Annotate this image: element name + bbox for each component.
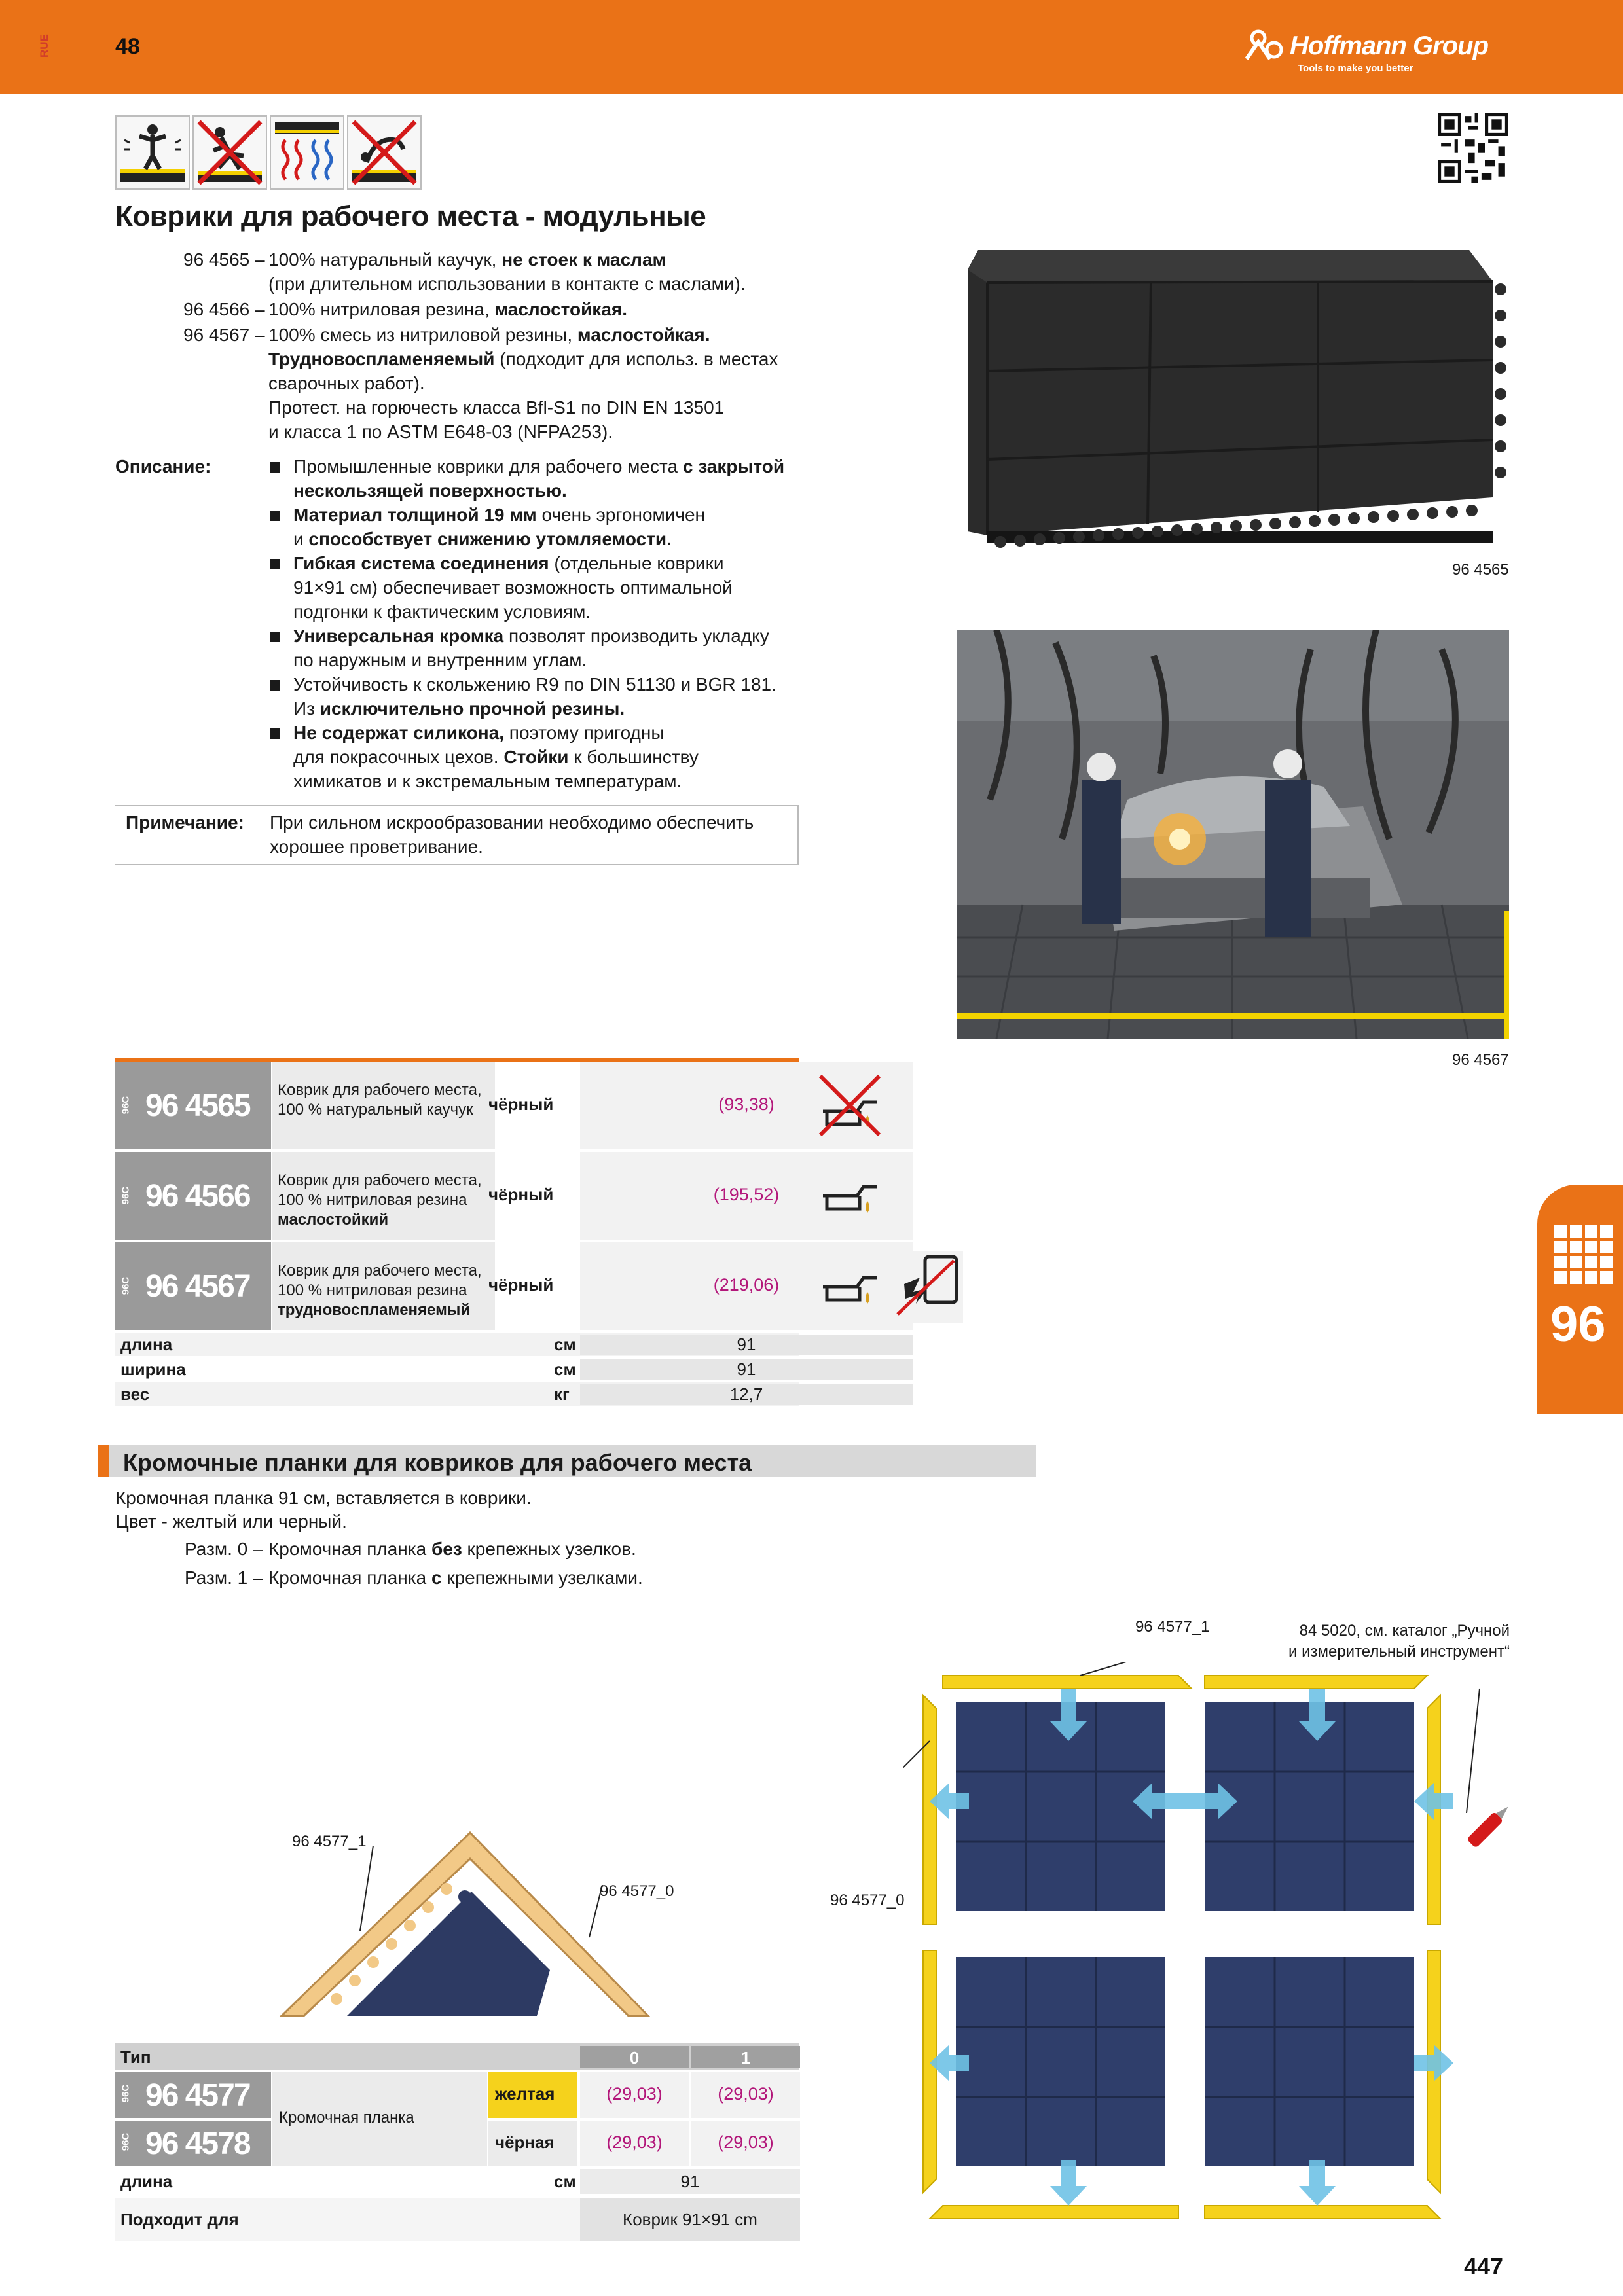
- strip-price: (29,03): [691, 2121, 800, 2166]
- variant-line: (при длительном использовании в контакте с маслами).: [268, 274, 746, 294]
- spec-unit: кг: [554, 1384, 570, 1404]
- spec-label: ширина: [120, 1359, 186, 1379]
- factory-photo: [957, 630, 1509, 1039]
- product-desc-line: Коврик для рабочего места,: [278, 1172, 482, 1189]
- variant-line: и класса 1 по ASTM E648-03 (NFPA253).: [268, 422, 613, 442]
- hoffmann-logo-icon: [1244, 29, 1287, 62]
- article-prefix: 96C: [120, 2084, 132, 2103]
- strip-color: чёрная: [488, 2121, 577, 2166]
- variant-code: 96 4567 –: [183, 325, 265, 345]
- bullet-line: по наружным и внутренним углам.: [293, 650, 587, 670]
- factory-image-caption: 96 4567: [1452, 1051, 1509, 1069]
- strip-price: (29,03): [580, 2072, 689, 2118]
- section2-title: Кромочные планки для ковриков для рабочего места: [123, 1449, 752, 1476]
- corner-label-0: 96 4577_0: [600, 1882, 674, 1900]
- bullet-marker: [270, 559, 280, 569]
- page-title: Коврики для рабочего места - модульные: [115, 200, 706, 232]
- qr-code-icon[interactable]: [1438, 113, 1508, 183]
- size-code: Разм. 1 –: [185, 1568, 263, 1588]
- variant-line: Протест. на горючесть класса Bfl-S1 по DIN EN 13501: [268, 397, 725, 418]
- brand-logo: [1244, 25, 1519, 77]
- type-label: Тип: [120, 2047, 151, 2067]
- section2-accent: [98, 1445, 109, 1477]
- section2-heading-bar: [98, 1445, 1036, 1477]
- length-unit: см: [554, 2172, 576, 2191]
- article-number[interactable]: 96 4578: [145, 2126, 250, 2161]
- fits-value: Коврик 91×91 cm: [580, 2198, 800, 2241]
- bullet-marker: [270, 728, 280, 739]
- strip-item-label: Кромочная планка: [279, 2109, 414, 2126]
- bullet-line: химикатов и к экстремальным температурам.: [293, 771, 682, 791]
- variant-code: 96 4565 –: [183, 249, 265, 270]
- corner-label-1: 96 4577_1: [292, 1833, 367, 1850]
- grid-mat-icon: [1554, 1225, 1613, 1284]
- size-code: Разм. 0 –: [185, 1539, 263, 1559]
- no-fatigue-icon: [347, 115, 422, 190]
- variant-line: 100% смесь из нитриловой резины, маслостойкая.: [268, 325, 710, 345]
- product-desc-line: 100 % нитриловая резина: [278, 1191, 467, 1209]
- product-color: чёрный: [488, 1275, 554, 1295]
- spec-label: вес: [120, 1384, 150, 1404]
- section-tab-96[interactable]: [1537, 1185, 1623, 1414]
- article-number[interactable]: 96 4566: [145, 1179, 250, 1213]
- section2-intro-1: Кромочная планка 91 см, вставляется в коврики.: [115, 1488, 532, 1508]
- strip-color: желтая: [488, 2072, 577, 2118]
- page-number-bottom: 447: [1464, 2253, 1504, 2280]
- bullet-line: подгонки к фактическим условиям.: [293, 601, 591, 622]
- product-price: (219,06): [713, 1275, 780, 1295]
- size-text: Кромочная планка без крепежных узелков.: [268, 1539, 636, 1559]
- strip-price: (29,03): [691, 2072, 800, 2118]
- strip-price: (29,03): [580, 2121, 689, 2166]
- bullet-line: Универсальная кромка позволят производить укладку: [293, 626, 769, 646]
- bullet-line: нескользящей поверхностью.: [293, 480, 567, 501]
- article-prefix: 96C: [120, 1096, 132, 1115]
- variant-line: 100% натуральный каучук, не стоек к маслам: [268, 249, 666, 270]
- edge-strip-corner-diagram: [275, 1826, 655, 2022]
- size-text: Кромочная планка с крепежными узелками.: [268, 1568, 643, 1588]
- article-prefix: 96C: [120, 1186, 132, 1205]
- note-line-1: При сильном искрообразовании необходимо обеспечить: [270, 812, 754, 833]
- slip-resistant-standing-icon: [115, 115, 190, 190]
- bullet-marker: [270, 680, 280, 691]
- page-number-top: 48: [115, 34, 140, 59]
- product-desc-line: Коврик для рабочего места,: [278, 1262, 482, 1280]
- size-col-header: 0: [580, 2046, 689, 2068]
- variant-line: сварочных работ).: [268, 373, 425, 393]
- bullet-line: Устойчивость к скольжению R9 по DIN 51130 и BGR 181.: [293, 674, 776, 694]
- bullet-line: Не содержат силикона, поэтому пригодны: [293, 723, 665, 743]
- layout-label-0: 96 4577_0: [830, 1892, 905, 1909]
- brand-name: Hoffmann Group: [1290, 31, 1489, 60]
- ref-label-1: 84 5020, см. каталог „Ручной: [1299, 1622, 1510, 1640]
- bullet-line: для покрасочных цехов. Стойки к большинству: [293, 747, 699, 767]
- bullet-line: Промышленные коврики для рабочего места с закрытой: [293, 456, 785, 476]
- product-desc-bold: трудновоспламеняемый: [278, 1301, 471, 1319]
- article-prefix: 96C: [120, 1276, 132, 1295]
- product-desc-line: 100 % натуральный каучук: [278, 1101, 473, 1119]
- layout-label-1: 96 4577_1: [1135, 1618, 1210, 1636]
- oil-resistant-icon: [814, 1160, 886, 1232]
- bullet-marker: [270, 632, 280, 642]
- not-oil-resistant-icon: [814, 1069, 886, 1141]
- mat-product-image: [961, 250, 1508, 551]
- fits-label: Подходит для: [120, 2210, 239, 2229]
- product-price: (93,38): [718, 1094, 775, 1114]
- bullet-line: Материал толщиной 19 мм очень эргономичен: [293, 505, 706, 525]
- temperature-resistant-icon: [270, 115, 344, 190]
- size-col-header: 1: [691, 2046, 800, 2068]
- note-box: [115, 805, 799, 865]
- article-prefix: 96C: [120, 2132, 132, 2151]
- spec-unit: см: [554, 1335, 576, 1354]
- bullet-line: 91×91 см) обеспечивает возможность оптимальной: [293, 577, 733, 598]
- article-number[interactable]: 96 4565: [145, 1088, 250, 1123]
- product-desc-bold: маслостойкий: [278, 1211, 389, 1229]
- oil-resistant-icon-2: [814, 1251, 886, 1323]
- cutter-knife-icon: [1467, 1802, 1513, 1848]
- spec-unit: см: [554, 1359, 576, 1379]
- spec-label: длина: [120, 1335, 173, 1354]
- product-color: чёрный: [488, 1094, 554, 1114]
- description-label: Описание:: [115, 456, 211, 476]
- bullet-line: Из исключительно прочной резины.: [293, 698, 625, 719]
- note-label: Примечание:: [126, 812, 244, 833]
- bullet-marker: [270, 462, 280, 473]
- flame-retardant-icon: [891, 1251, 963, 1323]
- spec-value: 12,7: [580, 1384, 913, 1405]
- length-label: длина: [120, 2172, 173, 2191]
- brand-tagline: Tools to make you better: [1298, 63, 1413, 74]
- product-desc-line: 100 % нитриловая резина: [278, 1282, 467, 1299]
- article-number[interactable]: 96 4567: [145, 1269, 250, 1304]
- no-slip-icon: [192, 115, 267, 190]
- section2-intro-2: Цвет - желтый или черный.: [115, 1511, 347, 1532]
- mat-layout-diagram: [903, 1662, 1525, 2232]
- variant-code: 96 4566 –: [183, 299, 265, 319]
- product-price: (195,52): [713, 1185, 780, 1204]
- spec-value: 91: [580, 1359, 913, 1380]
- mat-image-caption: 96 4565: [1452, 561, 1509, 579]
- variant-line: Трудновоспламеняемый (подходит для использ. в местах: [268, 349, 778, 369]
- bullet-line: Гибкая система соединения (отдельные коврики: [293, 553, 724, 573]
- note-line-2: хорошее проветривание.: [270, 836, 483, 857]
- language-code: RUE: [38, 34, 50, 58]
- page-header: [0, 0, 1623, 94]
- variant-line: 100% нитриловая резина, маслостойкая.: [268, 299, 628, 319]
- section-tab-number: 96: [1550, 1297, 1606, 1352]
- product-desc-line: Коврик для рабочего места,: [278, 1081, 482, 1099]
- article-number[interactable]: 96 4577: [145, 2078, 250, 2113]
- bullet-marker: [270, 511, 280, 521]
- product-color: чёрный: [488, 1185, 554, 1204]
- spec-value: 91: [580, 1335, 913, 1355]
- length-value: 91: [580, 2169, 800, 2194]
- ref-label-2: и измерительный инструмент“: [1288, 1643, 1510, 1660]
- bullet-line: и способствует снижению утомляемости.: [293, 529, 672, 549]
